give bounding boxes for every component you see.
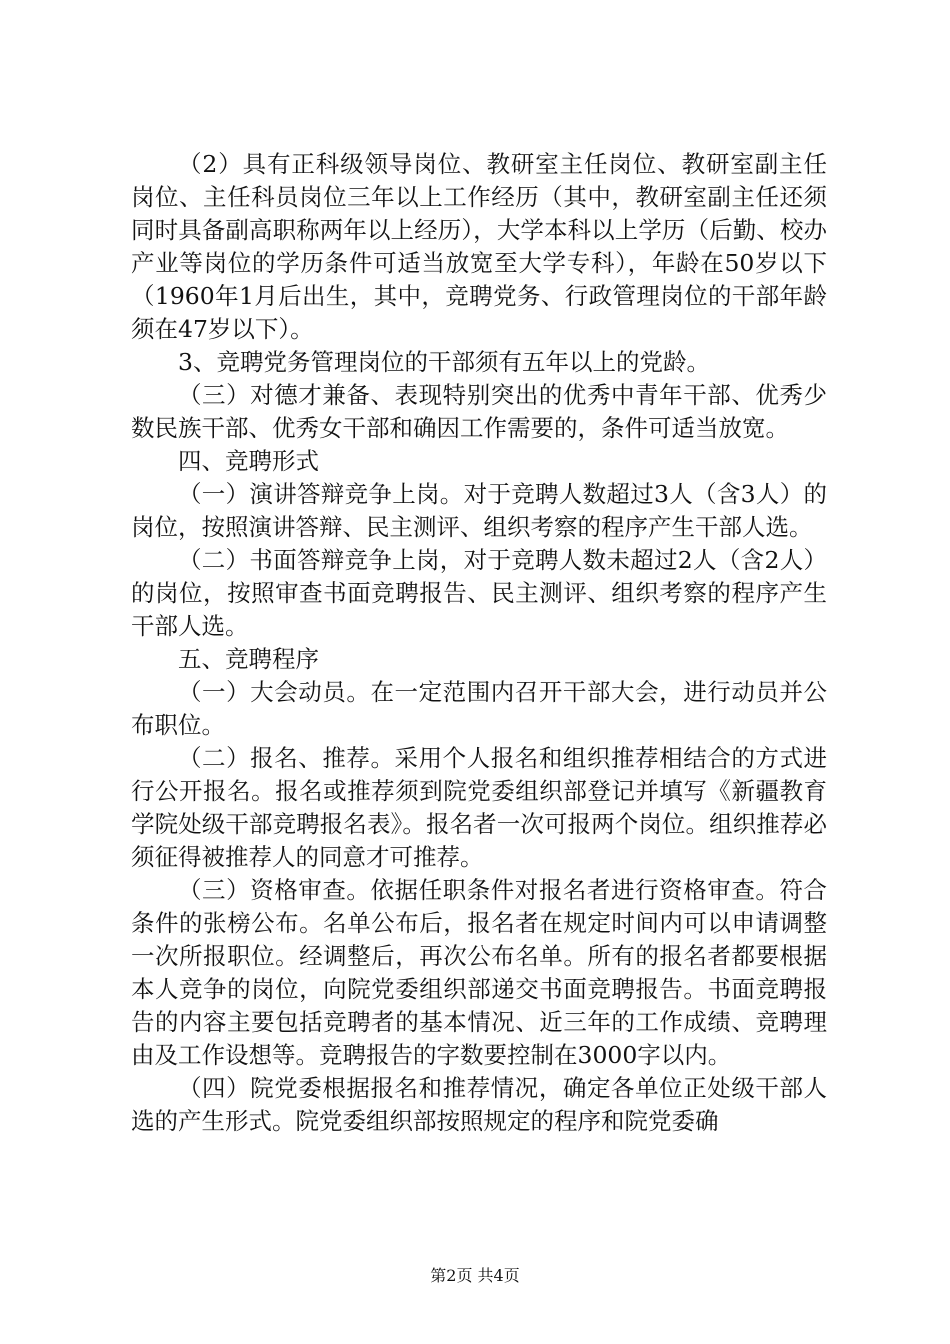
paragraph-party-committee-decision: （四）院党委根据报名和推荐情况，确定各单位正处级干部人选的产生形式。院党委组织部按照规定的程序和院党委确: [131, 1074, 827, 1135]
paragraph-written-defense: （二）书面答辩竞争上岗，对于竞聘人数未超过2人（含2人）的岗位，按照审查书面竞聘报告、民主测评、组织考察的程序产生干部人选。: [131, 546, 827, 640]
paragraph-relaxed-conditions: （三）对德才兼备、表现特别突出的优秀中青年干部、优秀少数民族干部、优秀女干部和确因工作需要的，条件可适当放宽。: [131, 381, 827, 442]
paragraph-party-age: 3、竞聘党务管理岗位的干部须有五年以上的党龄。: [178, 348, 710, 376]
paragraph-qualification-2: （2）具有正科级领导岗位、教研室主任岗位、教研室副主任岗位、主任科员岗位三年以上工作经历（其中，教研室副主任还须同时具备副高职称两年以上经历），大学本科以上学历（后勤、校办产业等岗位的学历条件可适当放宽至大学专科），年龄在50岁以下（1960年1月后出生，其中，竞聘党务、行政管理岗位的干部年龄须在47岁以下）。: [131, 150, 827, 343]
paragraph-speech-defense: （一）演讲答辩竞争上岗。对于竞聘人数超过3人（含3人）的岗位，按照演讲答辩、民主测评、组织考察的程序产生干部人选。: [131, 480, 827, 541]
page-number-footer: 第2页 共4页: [430, 1266, 520, 1285]
document-body: [131, 148, 827, 1138]
section-heading-competition-form: 四、竞聘形式: [178, 447, 319, 475]
paragraph-registration: （二）报名、推荐。采用个人报名和组织推荐相结合的方式进行公开报名。报名或推荐须到院党委组织部登记并填写《新疆教育学院处级干部竞聘报名表》。报名者一次可报两个岗位。组织推荐必须征得被推荐人的同意才可推荐。: [131, 744, 827, 871]
paragraph-mobilization-meeting: （一）大会动员。在一定范围内召开干部大会，进行动员并公布职位。: [131, 678, 827, 739]
section-heading-competition-procedure: 五、竞聘程序: [178, 645, 319, 673]
paragraph-qualification-review: （三）资格审查。依据任职条件对报名者进行资格审查。符合条件的张榜公布。名单公布后，报名者在规定时间内可以申请调整一次所报职位。经调整后，再次公布名单。所有的报名者都要根据本人竞争的岗位，向院党委组织部递交书面竞聘报告。书面竞聘报告的内容主要包括竞聘者的基本情况、近三年的工作成绩、竞聘理由及工作设想等。竞聘报告的字数要控制在3000字以内。: [131, 876, 827, 1069]
